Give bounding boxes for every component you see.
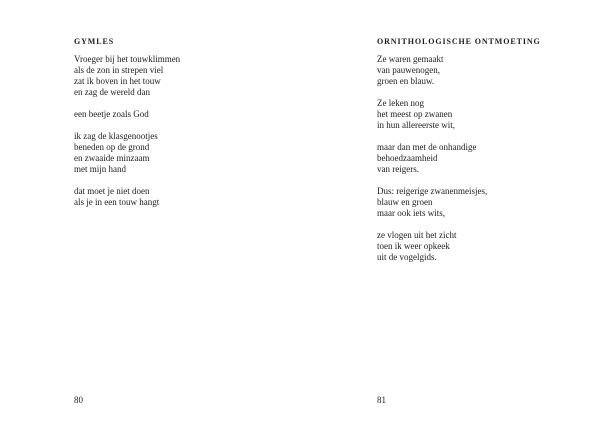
poem-line: dat moet je niet doen <box>74 186 150 196</box>
poem-line: als de zon in strepen viel <box>74 65 164 75</box>
stanza <box>377 54 487 87</box>
poem-line: het meest op zwanen <box>377 109 453 119</box>
poem-line: van reigers. <box>377 164 419 174</box>
stanza <box>74 186 180 208</box>
stanza <box>74 109 180 120</box>
poem-line: zat ik boven in het touw <box>74 76 161 86</box>
poem-title: ORNITHOLOGISCHE ONTMOETING <box>377 37 541 46</box>
poem-body <box>74 54 180 219</box>
poem-line: als je in een touw hangt <box>74 197 160 207</box>
poem-line: Vroeger bij het touwklimmen <box>74 54 181 64</box>
poem-line: van pauwenogen, <box>377 65 440 75</box>
poem-body <box>377 54 487 274</box>
stanza <box>74 54 180 98</box>
poem-line: en zag de wereld dan <box>74 87 150 97</box>
poem-line: ze vlogen uit het zicht <box>377 230 457 240</box>
poem-line: toen ik weer opkeek <box>377 241 450 251</box>
poem-line: Ze waren gemaakt <box>377 54 444 64</box>
poem-line: maar ook iets wits, <box>377 208 445 218</box>
poem-line: met mijn hand <box>74 164 126 174</box>
poem-line: een beetje zoals God <box>74 109 149 119</box>
stanza <box>377 98 487 131</box>
poem-line: Dus: reigerige zwanenmeisjes, <box>377 186 488 196</box>
stanza <box>74 131 180 175</box>
poem-line: uit de vogelgids. <box>377 252 437 262</box>
poem-title: GYMLES <box>74 37 115 46</box>
stanza <box>377 186 487 219</box>
poem-line: ik zag de klasgenootjes <box>74 131 158 141</box>
poem-line: maar dan met de onhandige <box>377 142 477 152</box>
poem-line: en zwaaide minzaam <box>74 153 150 163</box>
poem-line: blauw en groen <box>377 197 433 207</box>
stanza <box>377 142 487 175</box>
poem-line: behoedzaamheid <box>377 153 438 163</box>
poem-line: groen en blauw. <box>377 76 435 86</box>
stanza <box>377 230 487 263</box>
poem-line: Ze leken nog <box>377 98 424 108</box>
poem-line: in hun allereerste wit, <box>377 120 455 130</box>
poem-line: beneden op de grond <box>74 142 150 152</box>
right-page <box>300 0 600 432</box>
page-number: 81 <box>377 395 386 405</box>
page-number: 80 <box>74 395 83 405</box>
